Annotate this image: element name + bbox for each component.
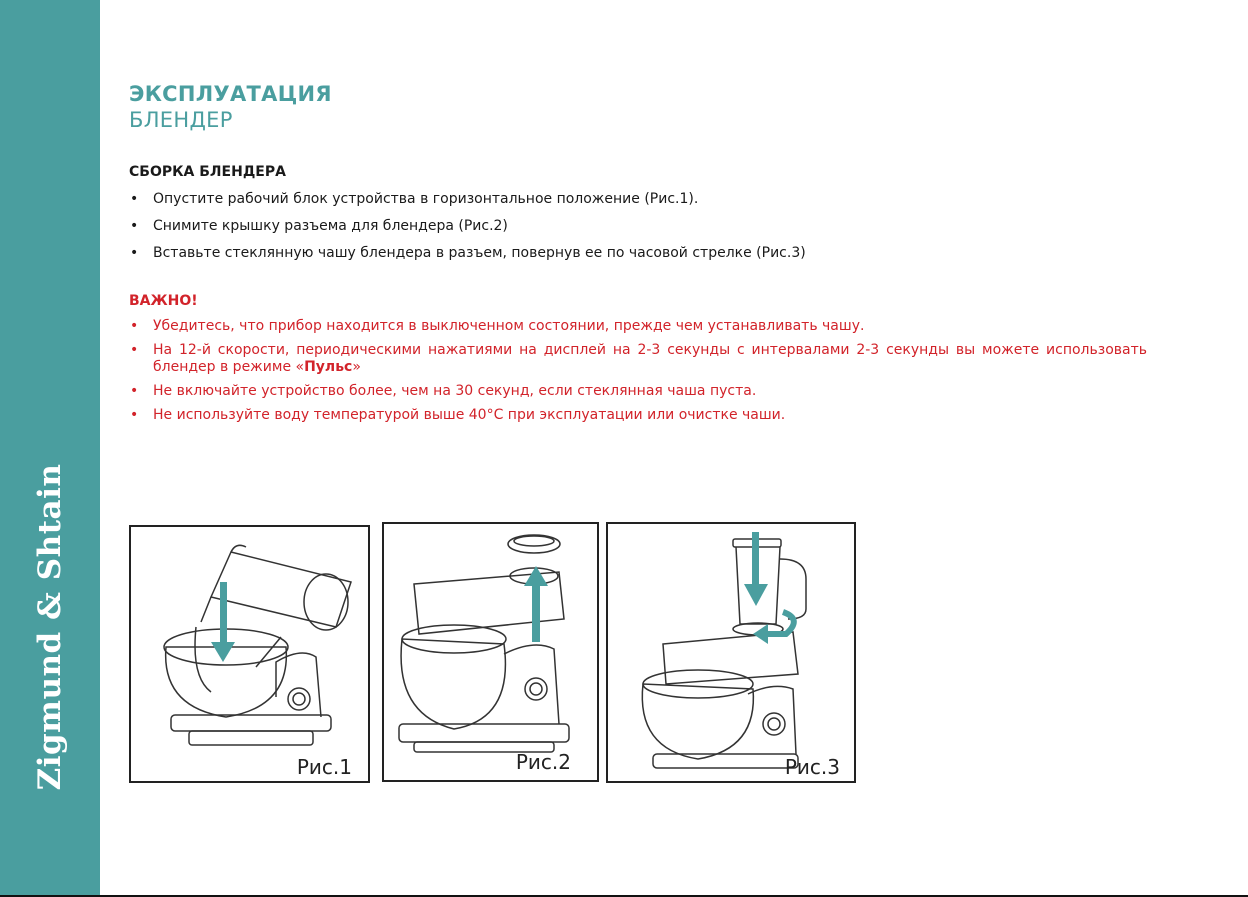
important-item-3: • Не включайте устройство более, чем на 30 секунд, если стеклянная чаша пуста. [129, 383, 1147, 400]
figure-3-illustration [608, 524, 854, 781]
figure-3 [606, 522, 856, 783]
brand-sidebar [0, 0, 100, 895]
important-item-2-text: На 12-й скорости, периодическими нажатиями на дисплей на 2-3 секунды с интервалами 2-3 секунды вы можете использовать блендер в режиме [153, 342, 1147, 375]
figure-1-caption: Рис.1 [296, 755, 352, 779]
pulse-mode-label: Пульс [304, 359, 353, 375]
brand-logo: Zigmund & Shtain [32, 463, 68, 791]
assembly-step-2: • Снимите крышку разъема для блендера (Рис.2) [129, 218, 1147, 235]
quote-close: » [352, 359, 361, 375]
quote-open: « [295, 359, 305, 375]
figure-2-illustration [384, 524, 597, 780]
figure-2 [382, 522, 599, 782]
important-list [129, 318, 1147, 424]
important-title: ВАЖНО! [129, 293, 198, 309]
page-subtitle: БЛЕНДЕР [129, 108, 233, 132]
important-item-2 [129, 342, 1147, 376]
assembly-step-3: • Вставьте стеклянную чашу блендера в разъем, повернув ее по часовой стрелке (Рис.3) [129, 245, 1147, 262]
important-item-1: • Убедитесь, что прибор находится в выключенном состоянии, прежде чем устанавливать чашу. [129, 318, 1147, 335]
figure-3-caption: Рис.3 [784, 755, 840, 779]
assembly-list [129, 191, 1147, 262]
important-item-4: • Не используйте воду температурой выше 40°С при эксплуатации или очистке чаши. [129, 407, 1147, 424]
figure-1 [129, 525, 370, 783]
figure-1-illustration [131, 527, 368, 781]
assembly-step-1: • Опустите рабочий блок устройства в горизонтальное положение (Рис.1). [129, 191, 1147, 208]
figure-2-caption: Рис.2 [515, 750, 571, 774]
assembly-title: СБОРКА БЛЕНДЕРА [129, 164, 286, 180]
page-title: ЭКСПЛУАТАЦИЯ [129, 82, 332, 106]
